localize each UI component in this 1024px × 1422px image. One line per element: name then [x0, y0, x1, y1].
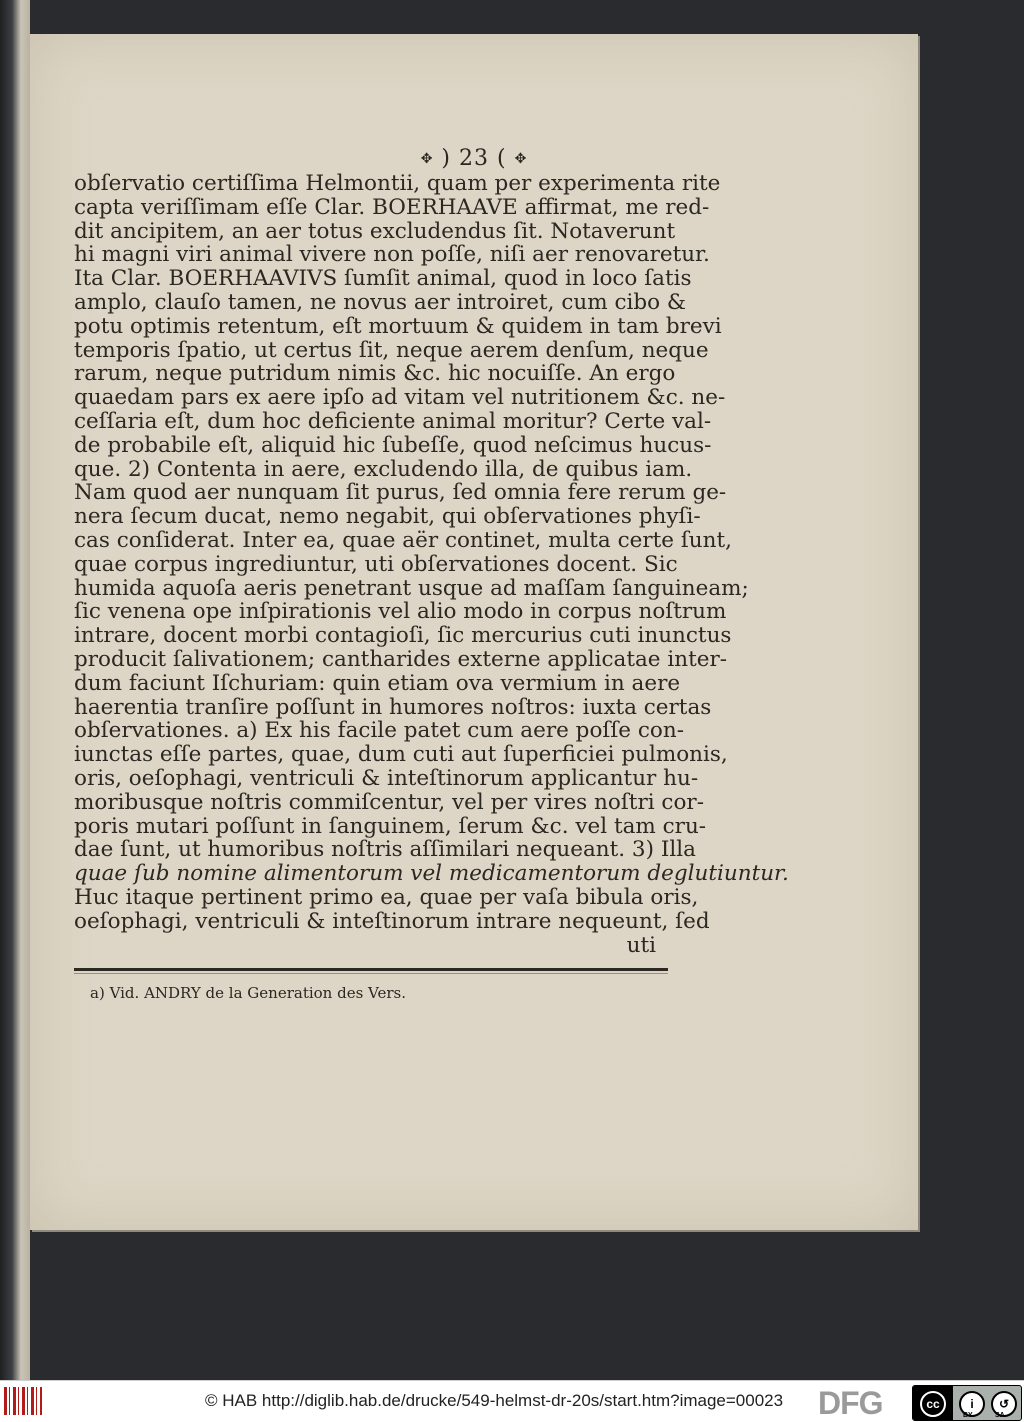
catchword: uti	[626, 932, 656, 958]
text-line: capta veriſſimam eſſe Clar. BOERHAAVE affirmat, me red-	[74, 194, 710, 220]
book-binding	[0, 0, 30, 1380]
by-icon: i	[959, 1391, 985, 1417]
footnote-rule	[74, 968, 668, 971]
text-line: amplo, clauſo tamen, ne novus aer introiret, cum cibo &	[74, 289, 687, 315]
text-line: nera ſecum ducat, nemo negabit, qui obſervationes phyſi-	[74, 504, 701, 530]
text-line: obſervationes. a) Ex his facile patet cum aere poſſe con-	[74, 718, 684, 744]
page-number: ) 23 (	[441, 146, 507, 171]
footnote-rule-thin	[74, 973, 668, 974]
copyright-link[interactable]: © HAB http://diglib.hab.de/drucke/549-helmst-dr-20s/start.htm?image=00023	[205, 1391, 784, 1410]
text-line: dum faciunt Iſchuriam: quin etiam ova vermium in aere	[74, 670, 681, 696]
text-line: humida aquoſa aeris penetrant usque ad maſſam ſanguineam;	[74, 575, 749, 601]
page-header	[30, 146, 918, 171]
cc-license-badge[interactable]	[912, 1385, 1022, 1421]
text-line: Nam quod aer nunquam ſit purus, ſed omnia fere rerum ge-	[74, 480, 727, 506]
text-line: Ita Clar. BOERHAAVIVS ſumſit animal, quod in loco ſatis	[74, 266, 692, 292]
footer-bar	[0, 1380, 1024, 1422]
text-line: quaedam pars ex aere ipſo ad vitam vel nutritionem &c. ne-	[74, 385, 726, 411]
text-line: quae ſub nomine alimentorum vel medicamentorum deglutiuntur.	[74, 861, 789, 887]
text-line: temporis ſpatio, ut certus ſit, neque aerem denſum, neque	[74, 337, 709, 363]
text-line: iunctas eſſe partes, quae, dum cuti aut ſuperficiei pulmonis,	[74, 742, 728, 768]
text-line: rarum, neque putridum nimis &c. hic nocuiſſe. An ergo	[74, 361, 676, 387]
text-line: ceſſaria eſt, dum hoc deficiente animal moritur? Certe val-	[74, 408, 712, 434]
text-line: producit ſalivationem; cantharides externe applicatae inter-	[74, 646, 727, 672]
text-line: hi magni viri animal vivere non poſſe, niſi aer renovaretur.	[74, 242, 710, 268]
body-text	[74, 171, 789, 958]
text-line: dae ſunt, ut humoribus noſtris aſſimilari nequeant. 3) Illa	[74, 837, 696, 863]
text-line: obſervatio certiſſima Helmontii, quam per experimenta rite	[74, 171, 721, 196]
dfg-logo[interactable]: DFG	[818, 1385, 883, 1421]
text-line: intrare, docent morbi contagioſi, ſic mercurius cuti inunctus	[74, 623, 732, 649]
book-page	[30, 34, 918, 1230]
text-line: haerentia tranſire poſſunt in humores noſtros: iuxta certas	[74, 694, 712, 720]
by-label: BY	[963, 1412, 973, 1419]
text-line: oris, oeſophagi, ventriculi & inteſtinorum applicantur hu-	[74, 765, 699, 791]
text-line: poris mutari poſſunt in ſanguinem, ſerum &c. vel tam cru-	[74, 813, 707, 839]
cc-icon: cc	[920, 1391, 946, 1417]
text-line: de probabile eſt, aliquid hic ſubeſſe, quod neſcimus hucus-	[74, 432, 712, 458]
text-line: moribusque noſtris commiſcentur, vel per vires noſtri cor-	[74, 789, 704, 815]
text-line: que. 2) Contenta in aere, excludendo illa, de quibus iam.	[74, 456, 693, 482]
text-line: cas conſiderat. Inter ea, quae aër continet, multa certe ſunt,	[74, 527, 732, 553]
text-line: potu optimis retentum, eſt mortuum & quidem in tam brevi	[74, 313, 722, 339]
left-ornament: ✥	[420, 151, 434, 167]
hab-logo-icon	[4, 1387, 42, 1415]
footnote: a) Vid. ANDRY de la Generation des Vers.	[90, 984, 407, 1002]
right-ornament: ✥	[514, 151, 528, 167]
text-line: ſic venena ope inſpirationis vel alio modo in corpus noſtrum	[74, 599, 727, 625]
sa-label: SA	[995, 1412, 1005, 1419]
text-line: dit ancipitem, an aer totus excludendus ſit. Notaverunt	[74, 218, 676, 244]
text-line: oeſophagi, ventriculi & inteſtinorum intrare nequeunt, ſed	[74, 908, 710, 934]
text-line: quae corpus ingrediuntur, uti obſervationes docent. Sic	[74, 551, 678, 577]
sa-icon: ↺	[991, 1391, 1017, 1417]
text-line: Huc itaque pertinent primo ea, quae per vaſa bibula oris,	[74, 884, 699, 910]
